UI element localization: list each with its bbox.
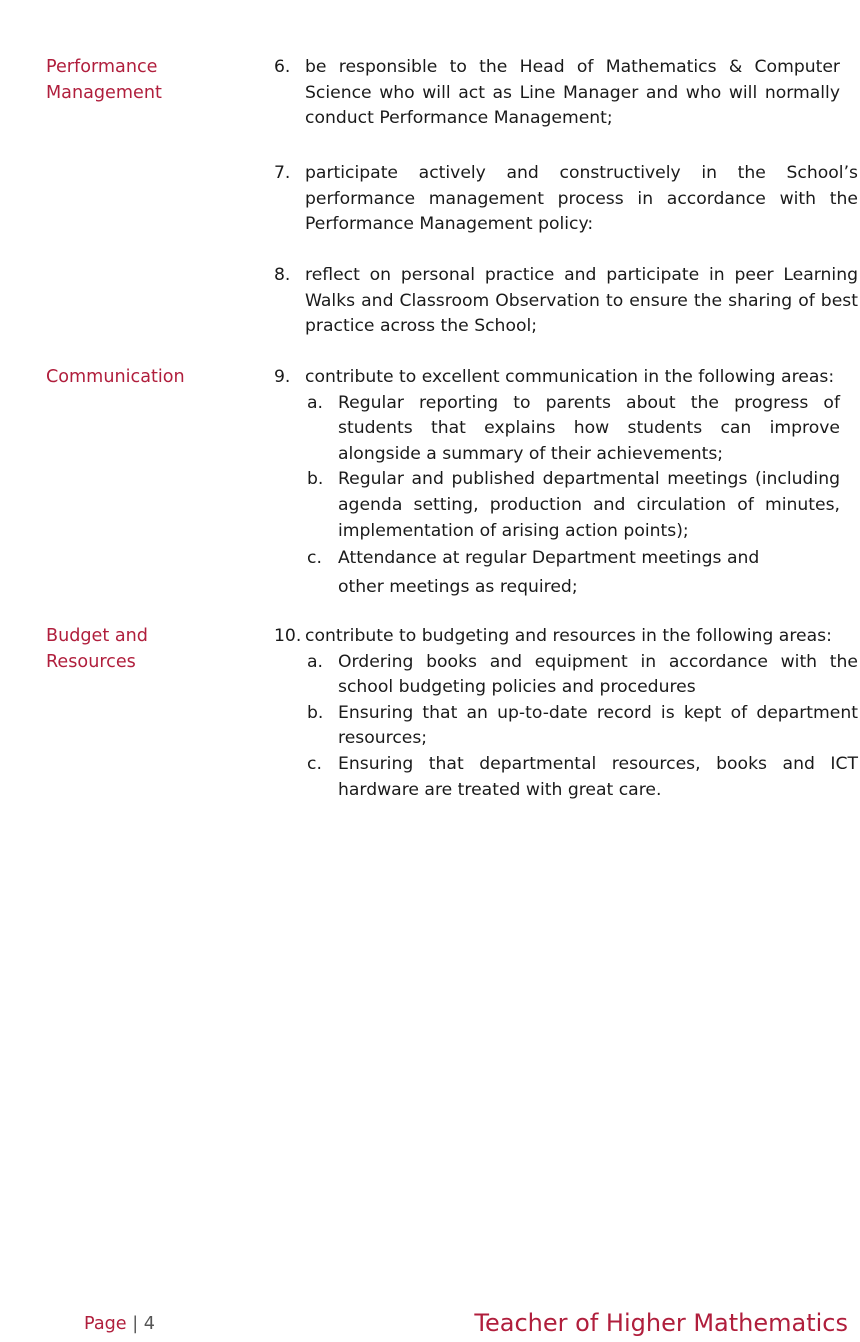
sub-item-text: Ensuring that an up-to-date record is kept of department resources; bbox=[338, 702, 858, 749]
item-number: 8. bbox=[274, 265, 291, 285]
page-separator: | bbox=[132, 1314, 139, 1334]
list-item-9 bbox=[274, 365, 840, 602]
sub-item-letter: b. bbox=[307, 469, 324, 490]
list-item-8 bbox=[274, 263, 858, 340]
sub-item-a bbox=[305, 650, 858, 701]
sub-item-text-line-2: other meetings as required; bbox=[338, 577, 578, 598]
item-text: contribute to excellent communication in the following areas: bbox=[305, 367, 835, 387]
footer-page-number bbox=[84, 1312, 155, 1338]
section-label-communication: Communication bbox=[46, 367, 185, 387]
sub-item-letter: c. bbox=[307, 753, 322, 774]
item-number: 7. bbox=[274, 163, 291, 183]
item-text: participate actively and constructively in the School’s performance management process in accordance with the Performance Management policy: bbox=[305, 163, 858, 235]
list-item-6 bbox=[274, 55, 840, 132]
page-number: 4 bbox=[143, 1314, 155, 1334]
sub-list bbox=[305, 650, 858, 804]
sub-item-c bbox=[305, 752, 858, 803]
section-label-line-2: Resources bbox=[46, 651, 136, 672]
item-number: 6. bbox=[274, 57, 291, 77]
sub-item-b bbox=[305, 701, 858, 752]
sub-item-c bbox=[305, 544, 840, 602]
page-label: Page bbox=[84, 1314, 127, 1334]
sub-list bbox=[305, 391, 840, 603]
sub-item-text: Regular and published departmental meetings (including agenda setting, production and circulation of minutes, implementation of arising action points); bbox=[338, 469, 840, 541]
footer-document-title: Teacher of Higher Mathematics bbox=[474, 1309, 848, 1337]
sub-item-text: Regular reporting to parents about the progress of students that explains how students can improve alongside a summary of their achievements; bbox=[338, 392, 840, 464]
list-item-10 bbox=[274, 624, 858, 803]
sub-item-text: Ordering books and equipment in accordance with the school budgeting policies and procedures bbox=[338, 651, 858, 698]
sub-item-b bbox=[305, 467, 840, 544]
sub-item-text: Ensuring that departmental resources, books and ICT hardware are treated with great care. bbox=[338, 753, 858, 800]
sub-item-letter: a. bbox=[307, 392, 323, 413]
section-label-line-1: Budget and bbox=[46, 626, 148, 646]
section-label-performance-management bbox=[46, 55, 246, 106]
sub-item-letter: a. bbox=[307, 651, 323, 672]
item-text: be responsible to the Head of Mathematics & Computer Science who will act as Line Manager and who will normally conduct Performance Management; bbox=[305, 57, 840, 129]
sub-item-text-line-1: Attendance at regular Department meetings and bbox=[338, 548, 760, 569]
sub-item-letter: c. bbox=[307, 548, 322, 569]
section-label-budget-resources bbox=[46, 624, 246, 675]
sub-item-a bbox=[305, 391, 840, 468]
section-label-line-1: Performance bbox=[46, 57, 158, 77]
item-number: 10. bbox=[274, 626, 302, 646]
section-label-line-2: Management bbox=[46, 82, 162, 103]
sub-item-letter: b. bbox=[307, 702, 324, 723]
item-text: reflect on personal practice and participate in peer Learning Walks and Classroom Observation to ensure the sharing of best practice across the School; bbox=[305, 265, 858, 337]
list-item-7 bbox=[274, 161, 858, 238]
item-text: contribute to budgeting and resources in the following areas: bbox=[305, 626, 832, 646]
item-number: 9. bbox=[274, 367, 291, 387]
